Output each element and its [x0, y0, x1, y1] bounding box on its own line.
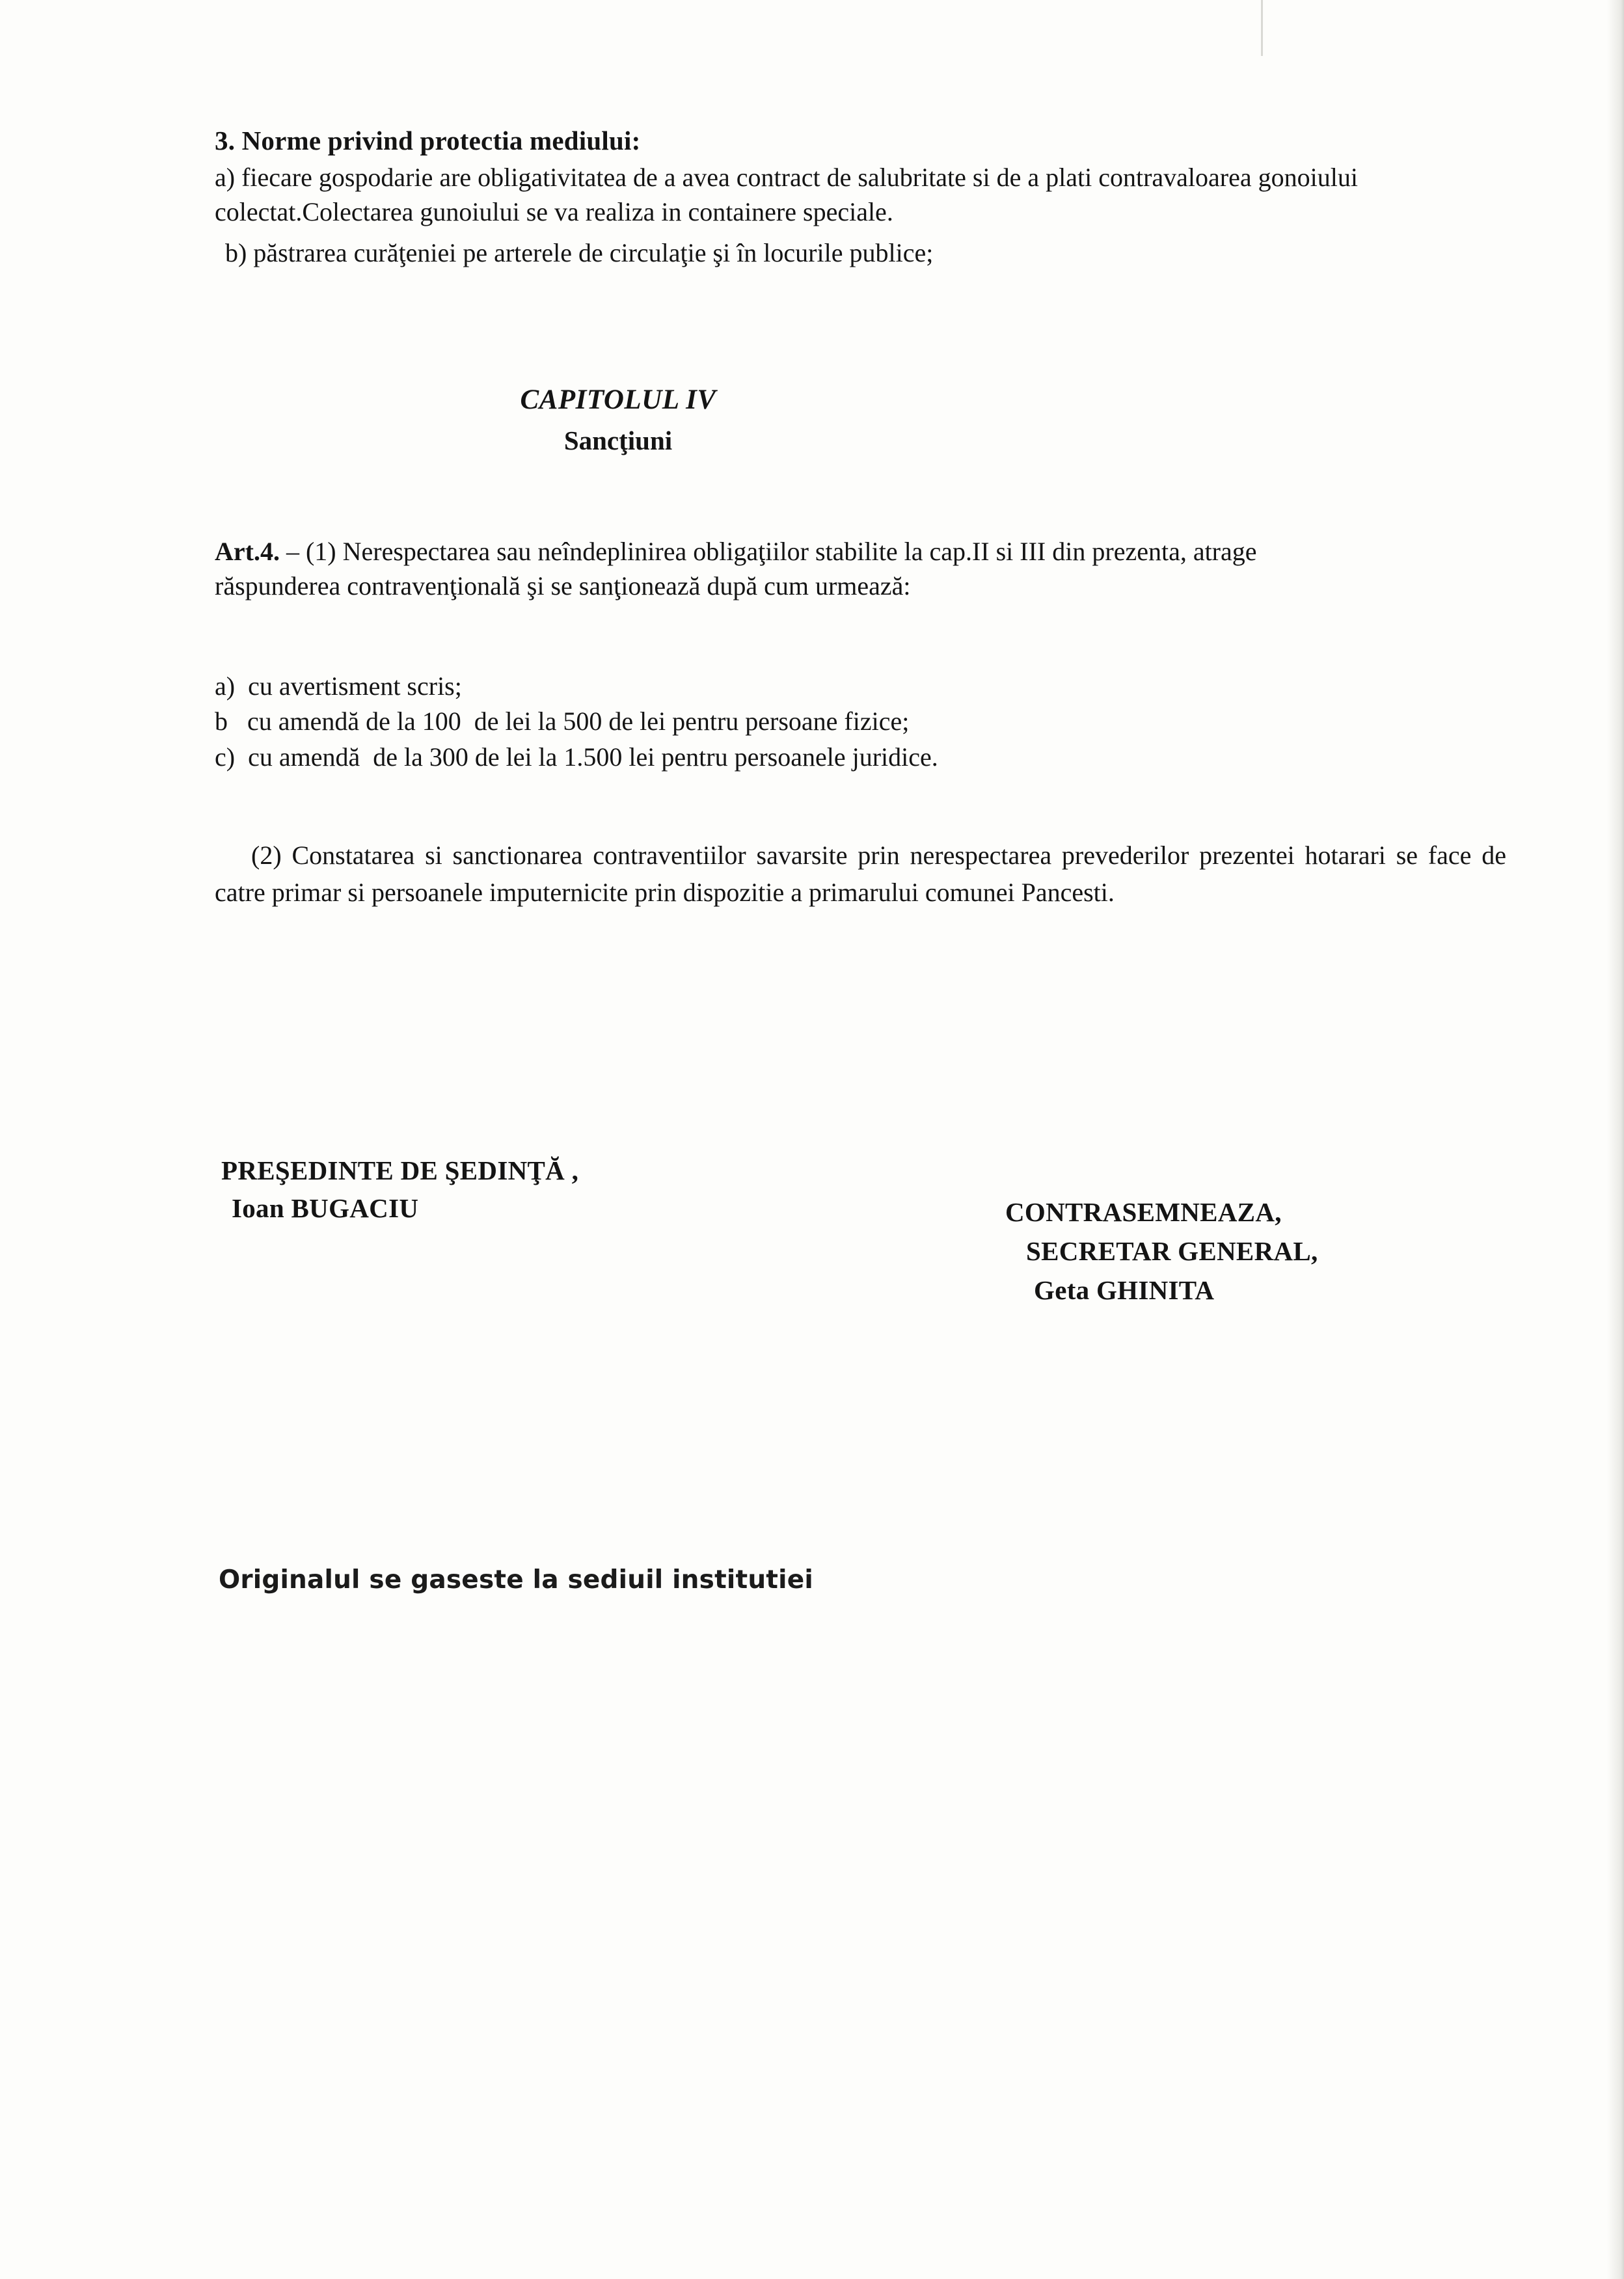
article-4 — [215, 534, 1506, 604]
document-body — [215, 124, 1509, 911]
section-3-item-a: a) fiecare gospodarie are obligativitatea de a avea contract de salubritate si de a plati contravaloarea gonoiului colectat.Colectarea gunoiului se va realiza in containere speciale. — [215, 163, 1358, 227]
article-4-line-1: Art.4. – (1) Nerespectarea sau neîndeplinirea obligaţiilor stabilite la cap.II si III din prezenta, atrage — [215, 536, 1257, 566]
signature-block — [215, 1152, 1509, 1347]
chapter-header — [215, 384, 1022, 456]
article-4-label: Art.4. — [215, 536, 280, 566]
paragraph-2-text: (2) Constatarea si sanctionarea contraventiilor savarsite prin nerespectarea prevederilor prezentei hotarari se face de catre primar si persoanele imputernicite prin dispozitie a primarului comunei Pancesti. — [215, 841, 1506, 908]
sanctions-list — [215, 669, 1509, 775]
scan-edge-shadow — [1607, 0, 1624, 2279]
chapter-subtitle: Sancţiuni — [563, 425, 673, 455]
signature-left — [221, 1152, 578, 1227]
chapter-title: CAPITOLUL IV — [520, 384, 716, 415]
secretary-name: Geta GHINITA — [1034, 1274, 1215, 1305]
section-norme-mediu — [215, 124, 1496, 270]
article-4-line-2: răspunderea contravenţională şi se sanţionează după cum urmează: — [215, 571, 911, 601]
section-heading-3: 3. Norme privind protectia mediului: — [215, 126, 641, 155]
list-item: b cu amendă de la 100 de lei la 500 de lei pentru persoane fizice; — [215, 707, 910, 736]
list-item: a) cu avertisment scris; — [215, 671, 462, 701]
section-3-item-b: b) păstrarea curăţeniei pe arterele de circulaţie şi în locurile publice; — [225, 237, 934, 267]
countersign-label: CONTRASEMNEAZA, — [1005, 1197, 1282, 1227]
footer-note: Originalul se gaseste la sediuil institutiei — [219, 1565, 813, 1595]
list-item: c) cu amendă de la 300 de lei la 1.500 lei pentru persoanele juridice. — [215, 742, 938, 772]
secretary-title: SECRETAR GENERAL, — [1026, 1235, 1318, 1266]
signature-right — [1005, 1193, 1318, 1310]
article-4-paragraph-2 — [215, 837, 1506, 911]
scan-artifact-tick — [1261, 0, 1263, 56]
president-name: Ioan BUGACIU — [232, 1193, 419, 1224]
president-title: PREŞEDINTE DE ŞEDINŢĂ , — [221, 1155, 579, 1185]
